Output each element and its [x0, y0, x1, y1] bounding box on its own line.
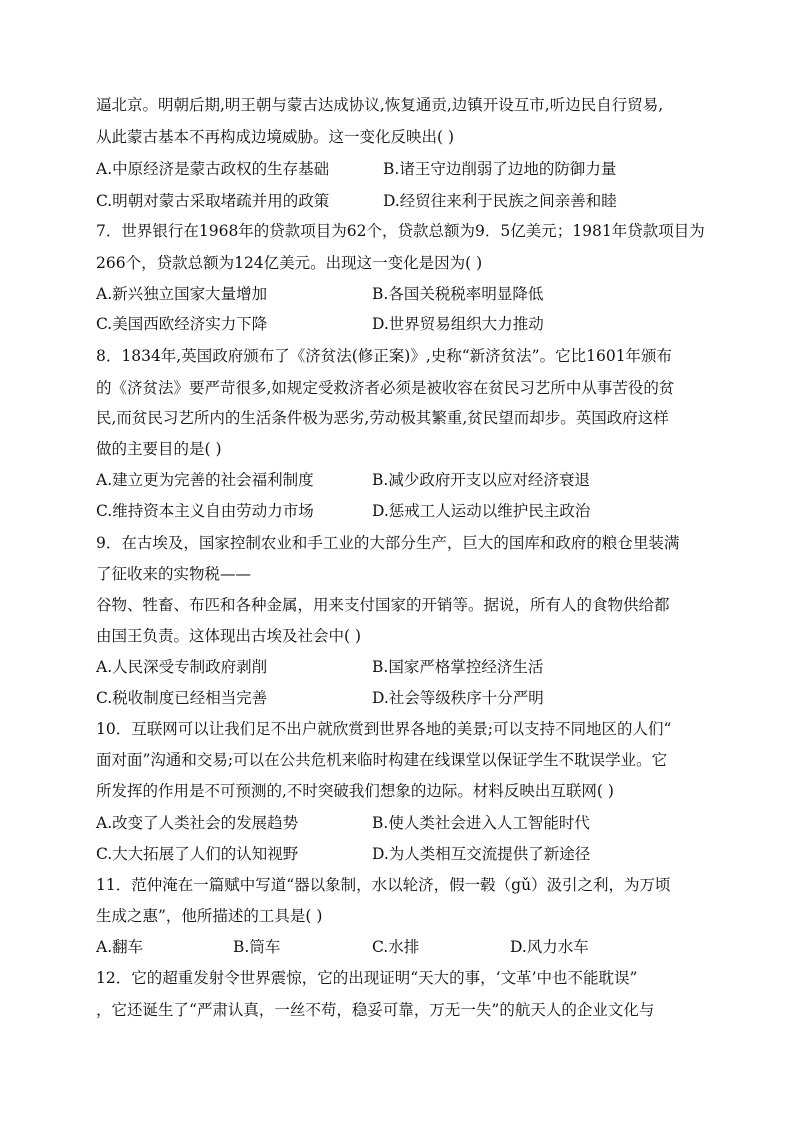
- q6-option-a: A.中原经济是蒙古政权的生存基础: [96, 160, 330, 178]
- q8-line-4: 做的主要目的是( ): [96, 440, 222, 458]
- q7-option-c: C.美国西欧经济实力下降: [96, 315, 268, 333]
- q10-option-a: A.改变了人类社会的发展趋势: [96, 814, 299, 832]
- q11-option-b: B.筒车: [233, 938, 281, 956]
- q11-line-2: 生成之惠”，他所描述的工具是( ): [96, 907, 323, 925]
- q9-option-a: A.人民深受专制政府剥削: [96, 658, 268, 676]
- q10-option-d: D.为人类相互交流提供了新途径: [372, 845, 591, 863]
- q8-line-2: 的《济贫法》要严苛很多,如规定受救济者必须是被收容在贫民习艺所中从事苦役的贫: [96, 379, 675, 397]
- q6-line-1: 逼北京。明朝后期,明王朝与蒙古达成协议,恢复通贡,边镇开设互市,听边民自行贸易,: [96, 96, 664, 114]
- q8-option-d: D.惩戒工人运动以维护民主政治: [372, 502, 591, 520]
- q9-option-b: B.国家严格掌控经济生活: [372, 658, 544, 676]
- q12-line-2: ，它还诞生了“严肃认真，一丝不苟，稳妥可靠，万无一失”的航天人的企业文化与: [96, 1001, 655, 1019]
- q7-option-d: D.世界贸易组织大力推动: [372, 315, 544, 333]
- q9-line-4: 由国王负责。这体现出古埃及社会中( ): [96, 627, 362, 645]
- q6-line-2: 从此蒙古基本不再构成边境威胁。这一变化反映出( ): [96, 128, 455, 146]
- q10-line-3: 所发挥的作用是不可预测的,不时突破我们想象的边际。材料反映出互联网( ): [96, 782, 614, 800]
- q11-option-a: A.翻车: [96, 938, 144, 956]
- q11-line-1: 11．范仲淹在一篇赋中写道“器以象制，水以轮济，假一毂（gǔ）汲引之利，为万顷: [96, 876, 671, 894]
- q9-option-c: C.税收制度已经相当完善: [96, 689, 268, 707]
- q7-line-1: 7．世界银行在1968年的贷款项目为62个，贷款总额为9．5亿美元；1981年贷款项目为: [96, 222, 705, 240]
- q9-option-d: D.社会等级秩序十分严明: [372, 689, 544, 707]
- q10-option-b: B.使人类社会进入人工智能时代: [372, 814, 590, 832]
- q12-line-1: 12．它的超重发射令世界震惊，它的出现证明“天大的事，‘文革’中也不能耽误”: [96, 969, 638, 987]
- q10-line-1: 10．互联网可以让我们足不出户就欣赏到世界各地的美景;可以支持不同地区的人们“: [96, 720, 672, 738]
- q11-option-d: D.风力水车: [510, 938, 589, 956]
- q7-option-b: B.各国关税税率明显降低: [372, 285, 544, 303]
- q6-option-d: D.经贸往来利于民族之间亲善和睦: [383, 192, 617, 210]
- q9-line-1: 9．在古埃及，国家控制农业和手工业的大部分生产，巨大的国库和政府的粮仓里装满: [96, 534, 680, 552]
- q6-option-b: B.诸王守边削弱了边地的防御力量: [383, 160, 617, 178]
- q8-line-1: 8．1834年,英国政府颁布了《济贫法(修正案)》,史称“新济贫法”。它比1601年颁布: [96, 347, 673, 365]
- q9-line-3: 谷物、牲畜、布匹和各种金属，用来支付国家的开销等。据说，所有人的食物供给都: [96, 596, 670, 614]
- q10-line-2: 面对面”沟通和交易;可以在公共危机来临时构建在线课堂以保证学生不耽误学业。它: [96, 751, 668, 769]
- q6-option-c: C.明朝对蒙古采取堵疏并用的政策: [96, 192, 330, 210]
- q9-line-2: 了征收来的实物税——: [96, 565, 252, 583]
- q7-option-a: A.新兴独立国家大量增加: [96, 285, 268, 303]
- q11-option-c: C.水排: [372, 938, 420, 956]
- q7-line-2: 266个，贷款总额为124亿美元。出现这一变化是因为( ): [96, 254, 483, 272]
- q8-option-a: A.建立更为完善的社会福利制度: [96, 471, 314, 489]
- q8-line-3: 民,而贫民习艺所内的生活条件极为恶劣,劳动极其繁重,贫民望而却步。英国政府这样: [96, 409, 669, 427]
- q8-option-b: B.减少政府开支以应对经济衰退: [372, 471, 590, 489]
- q10-option-c: C.大大拓展了人们的认知视野: [96, 845, 299, 863]
- q8-option-c: C.维持资本主义自由劳动力市场: [96, 502, 314, 520]
